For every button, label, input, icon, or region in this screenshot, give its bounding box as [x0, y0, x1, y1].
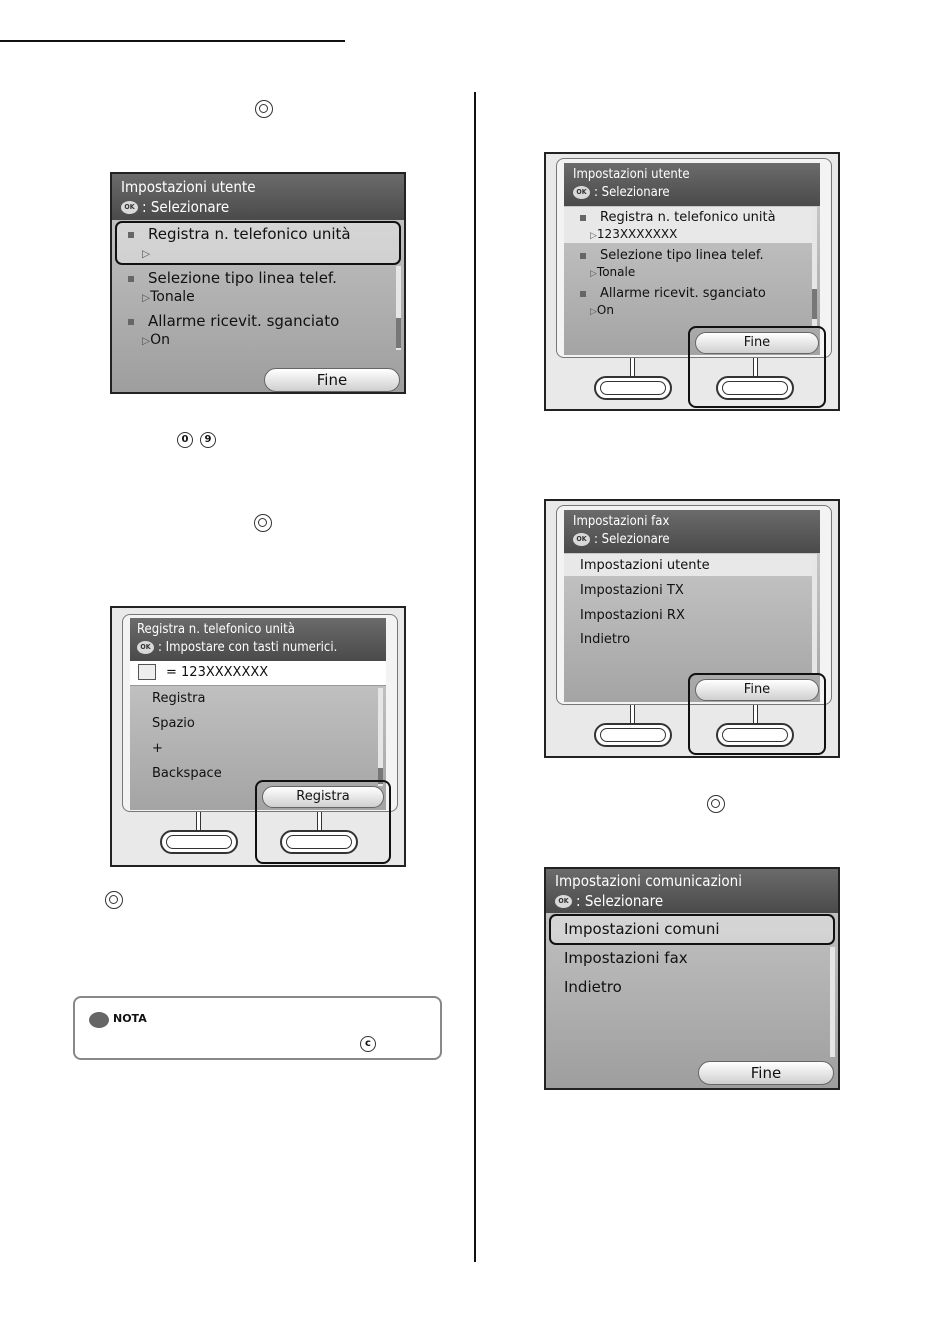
option-backspace[interactable]: Backspace [152, 766, 222, 781]
fine-button[interactable]: Fine [264, 368, 400, 392]
bullet-icon [128, 319, 134, 325]
screen-subtitle: OK : Impostare con tasti numerici. [137, 640, 337, 655]
menu-item[interactable]: Impostazioni TX [580, 583, 684, 598]
bullet-icon [580, 215, 586, 221]
hardware-right-button[interactable] [716, 723, 794, 747]
screen-header [546, 869, 838, 913]
bullet-icon [580, 291, 586, 297]
scrollbar[interactable] [396, 266, 401, 350]
screen-title: Impostazioni fax [573, 514, 670, 529]
screen-subtitle: OK : Selezionare [573, 532, 670, 547]
scrollbar[interactable] [830, 947, 835, 1057]
screen-title: Impostazioni comunicazioni [555, 872, 742, 890]
scrollbar-thumb[interactable] [812, 289, 817, 319]
button-stem [630, 358, 635, 376]
list-item[interactable]: Selezione tipo linea telef. [580, 248, 820, 263]
screen-title: Registra n. telefonico unità [137, 622, 295, 637]
screen-header [564, 163, 820, 206]
note-pencil-icon [89, 1012, 109, 1028]
list-item[interactable]: Selezione tipo linea telef. [128, 269, 404, 287]
button-stem [753, 358, 758, 376]
note-box [73, 996, 442, 1060]
option-plus[interactable]: + [152, 741, 163, 756]
button-stem [317, 812, 322, 830]
scrollbar[interactable] [812, 207, 817, 327]
triangle-icon: ▷ [590, 231, 597, 241]
lcd-frame-user-settings-updated [544, 152, 840, 411]
triangle-icon: ▷ [142, 292, 151, 304]
ok-button-icon: OK [555, 895, 572, 908]
triangle-icon: ▷ [142, 335, 151, 347]
note-label: NOTA [113, 1012, 147, 1025]
triangle-icon: ▷ [590, 269, 597, 279]
screen-header [112, 174, 404, 220]
fine-button[interactable]: Fine [695, 679, 819, 701]
ok-button-icon: OK [573, 533, 590, 546]
menu-item[interactable]: Indietro [564, 978, 622, 996]
ok-dial-icon [105, 891, 123, 909]
hardware-right-button[interactable] [280, 830, 358, 854]
lcd-screen-communication-settings [544, 867, 840, 1090]
screen-subtitle: OK : Selezionare [573, 185, 670, 200]
hardware-right-button[interactable] [716, 376, 794, 400]
menu-item[interactable]: Indietro [580, 632, 631, 647]
key-9-icon: 9 [200, 432, 216, 448]
hardware-left-button[interactable] [160, 830, 238, 854]
ok-dial-icon [707, 795, 725, 813]
screen-title: Impostazioni utente [573, 167, 690, 182]
option-registra[interactable]: Registra [152, 691, 206, 706]
list-item[interactable]: Allarme ricevit. sganciato [580, 286, 820, 301]
list-item-value: ▷Tonale [590, 265, 636, 279]
list-item-value: ▷Tonale [142, 289, 195, 305]
list-item-value: ▷On [590, 303, 614, 317]
scrollbar[interactable] [378, 688, 383, 786]
menu-item[interactable]: Impostazioni RX [580, 608, 685, 623]
button-stem [630, 705, 635, 723]
ok-button-icon: OK [573, 186, 590, 199]
screen-subtitle: OK : Selezionare [121, 198, 229, 216]
option-spazio[interactable]: Spazio [152, 716, 195, 731]
menu-item[interactable]: Impostazioni comuni [564, 920, 720, 938]
ok-dial-icon [255, 100, 273, 118]
bullet-icon [128, 232, 134, 238]
screen-header [130, 618, 386, 661]
menu-item[interactable]: Impostazioni fax [564, 949, 688, 967]
list-item-value [142, 245, 404, 261]
bullet-icon [580, 253, 586, 259]
list-item[interactable]: Registra n. telefonico unità [128, 225, 404, 243]
lcd-frame-register-number [110, 606, 406, 867]
key-0-icon: 0 [177, 432, 193, 448]
scrollbar[interactable] [812, 554, 817, 674]
button-stem [196, 812, 201, 830]
column-divider [474, 92, 476, 1262]
lcd-screen-user-settings [110, 172, 406, 394]
fax-icon [138, 664, 156, 680]
fine-button[interactable]: Fine [695, 332, 819, 354]
bullet-icon [128, 276, 134, 282]
ok-button-icon: OK [137, 641, 154, 654]
list-item-value: ▷On [142, 332, 170, 348]
lcd-frame-fax-settings [544, 499, 840, 758]
number-value: = 123XXXXXXX [166, 665, 269, 680]
registra-button[interactable]: Registra [262, 786, 384, 808]
ok-dial-icon [254, 514, 272, 532]
menu-item[interactable]: Impostazioni utente [580, 558, 710, 573]
ok-button-icon: OK [121, 201, 138, 214]
list-item[interactable]: Registra n. telefonico unità [580, 210, 820, 225]
number-field[interactable] [130, 661, 386, 686]
fine-button[interactable]: Fine [698, 1061, 834, 1085]
hardware-left-button[interactable] [594, 723, 672, 747]
scrollbar-thumb[interactable] [396, 318, 401, 348]
list-item-value: ▷123XXXXXXX [590, 227, 678, 241]
screen-subtitle: OK : Selezionare [555, 892, 663, 910]
header-rule [0, 40, 345, 42]
triangle-icon: ▷ [142, 248, 151, 260]
screen-title: Impostazioni utente [121, 178, 256, 196]
key-clear-icon: c [360, 1036, 376, 1052]
list-item[interactable]: Allarme ricevit. sganciato [128, 312, 404, 330]
triangle-icon: ▷ [590, 307, 597, 317]
button-stem [753, 705, 758, 723]
screen-header [564, 510, 820, 553]
hardware-left-button[interactable] [594, 376, 672, 400]
